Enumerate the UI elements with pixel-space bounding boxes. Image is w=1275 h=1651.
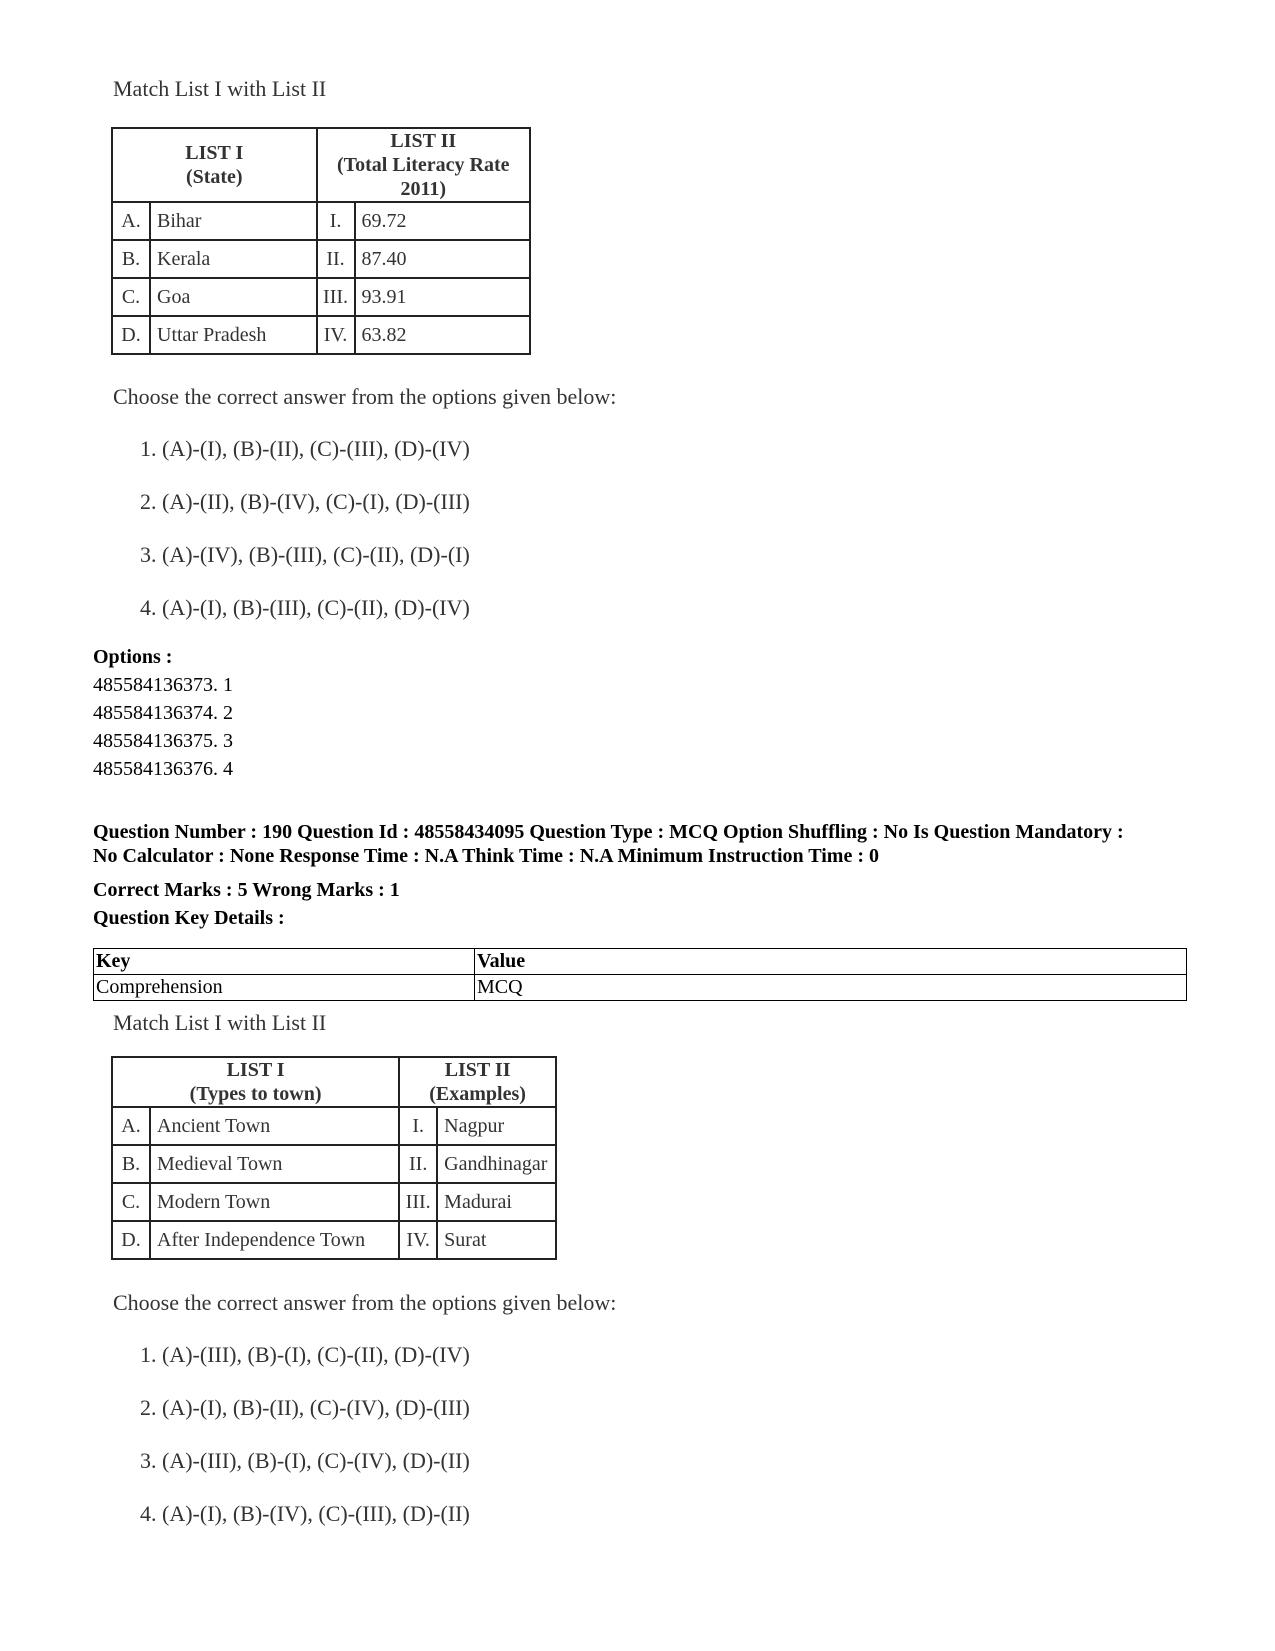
option-id-3: 485584136375. 3 [93, 730, 233, 752]
choose-instruction: Choose the correct answer from the options given below: [113, 384, 617, 409]
answer-choice-3: 3. (A)-(IV), (B)-(III), (C)-(II), (D)-(I) [140, 542, 470, 567]
question-intro: Match List I with List II [113, 1010, 327, 1035]
option-id-1: 485584136373. 1 [93, 674, 233, 696]
table-row: C. Goa III. 93.91 [112, 278, 530, 316]
table-row: B. Medieval Town II. Gandhinagar [112, 1145, 556, 1183]
option-id-4: 485584136376. 4 [93, 758, 233, 780]
key-details-label: Question Key Details : [93, 907, 285, 929]
answer-choice-2: 2. (A)-(I), (B)-(II), (C)-(IV), (D)-(III) [140, 1395, 470, 1420]
answer-choice-3: 3. (A)-(III), (B)-(I), (C)-(IV), (D)-(II) [140, 1448, 470, 1473]
answer-choice-4: 4. (A)-(I), (B)-(IV), (C)-(III), (D)-(II) [140, 1501, 470, 1526]
answer-choice-1: 1. (A)-(III), (B)-(I), (C)-(II), (D)-(IV) [140, 1342, 470, 1367]
choose-instruction: Choose the correct answer from the options given below: [113, 1290, 617, 1315]
key-value-table [93, 948, 1187, 1001]
table-row: D. Uttar Pradesh IV. 63.82 [112, 316, 530, 354]
question-meta: Question Number : 190 Question Id : 48558434095 Question Type : MCQ Option Shuffling : No Is Question Mandatory : No Calculator : None Response Time : N.A Think Time : N.A Minimum Instruction Time : 0 [93, 821, 1124, 867]
question-marks: Correct Marks : 5 Wrong Marks : 1 [93, 879, 400, 901]
list1-header: LIST I (Types to town) [112, 1057, 399, 1107]
table-row: Key Value [94, 949, 1187, 975]
options-label: Options : [93, 646, 173, 668]
table-row: A. Ancient Town I. Nagpur [112, 1107, 556, 1145]
list1-header: LIST I (State) [112, 128, 317, 202]
table-row: B. Kerala II. 87.40 [112, 240, 530, 278]
answer-choice-2: 2. (A)-(II), (B)-(IV), (C)-(I), (D)-(III) [140, 489, 470, 514]
match-table [111, 1056, 557, 1260]
table-row: C. Modern Town III. Madurai [112, 1183, 556, 1221]
option-id-2: 485584136374. 2 [93, 702, 233, 724]
table-row: Comprehension MCQ [94, 975, 1187, 1001]
answer-choice-1: 1. (A)-(I), (B)-(II), (C)-(III), (D)-(IV) [140, 436, 470, 461]
answer-choice-4: 4. (A)-(I), (B)-(III), (C)-(II), (D)-(IV) [140, 595, 470, 620]
match-table [111, 127, 531, 355]
table-row: A. Bihar I. 69.72 [112, 202, 530, 240]
question-intro: Match List I with List II [113, 76, 327, 101]
table-row: D. After Independence Town IV. Surat [112, 1221, 556, 1259]
list2-header: LIST II (Total Literacy Rate 2011) [317, 128, 530, 202]
list2-header: LIST II (Examples) [399, 1057, 556, 1107]
